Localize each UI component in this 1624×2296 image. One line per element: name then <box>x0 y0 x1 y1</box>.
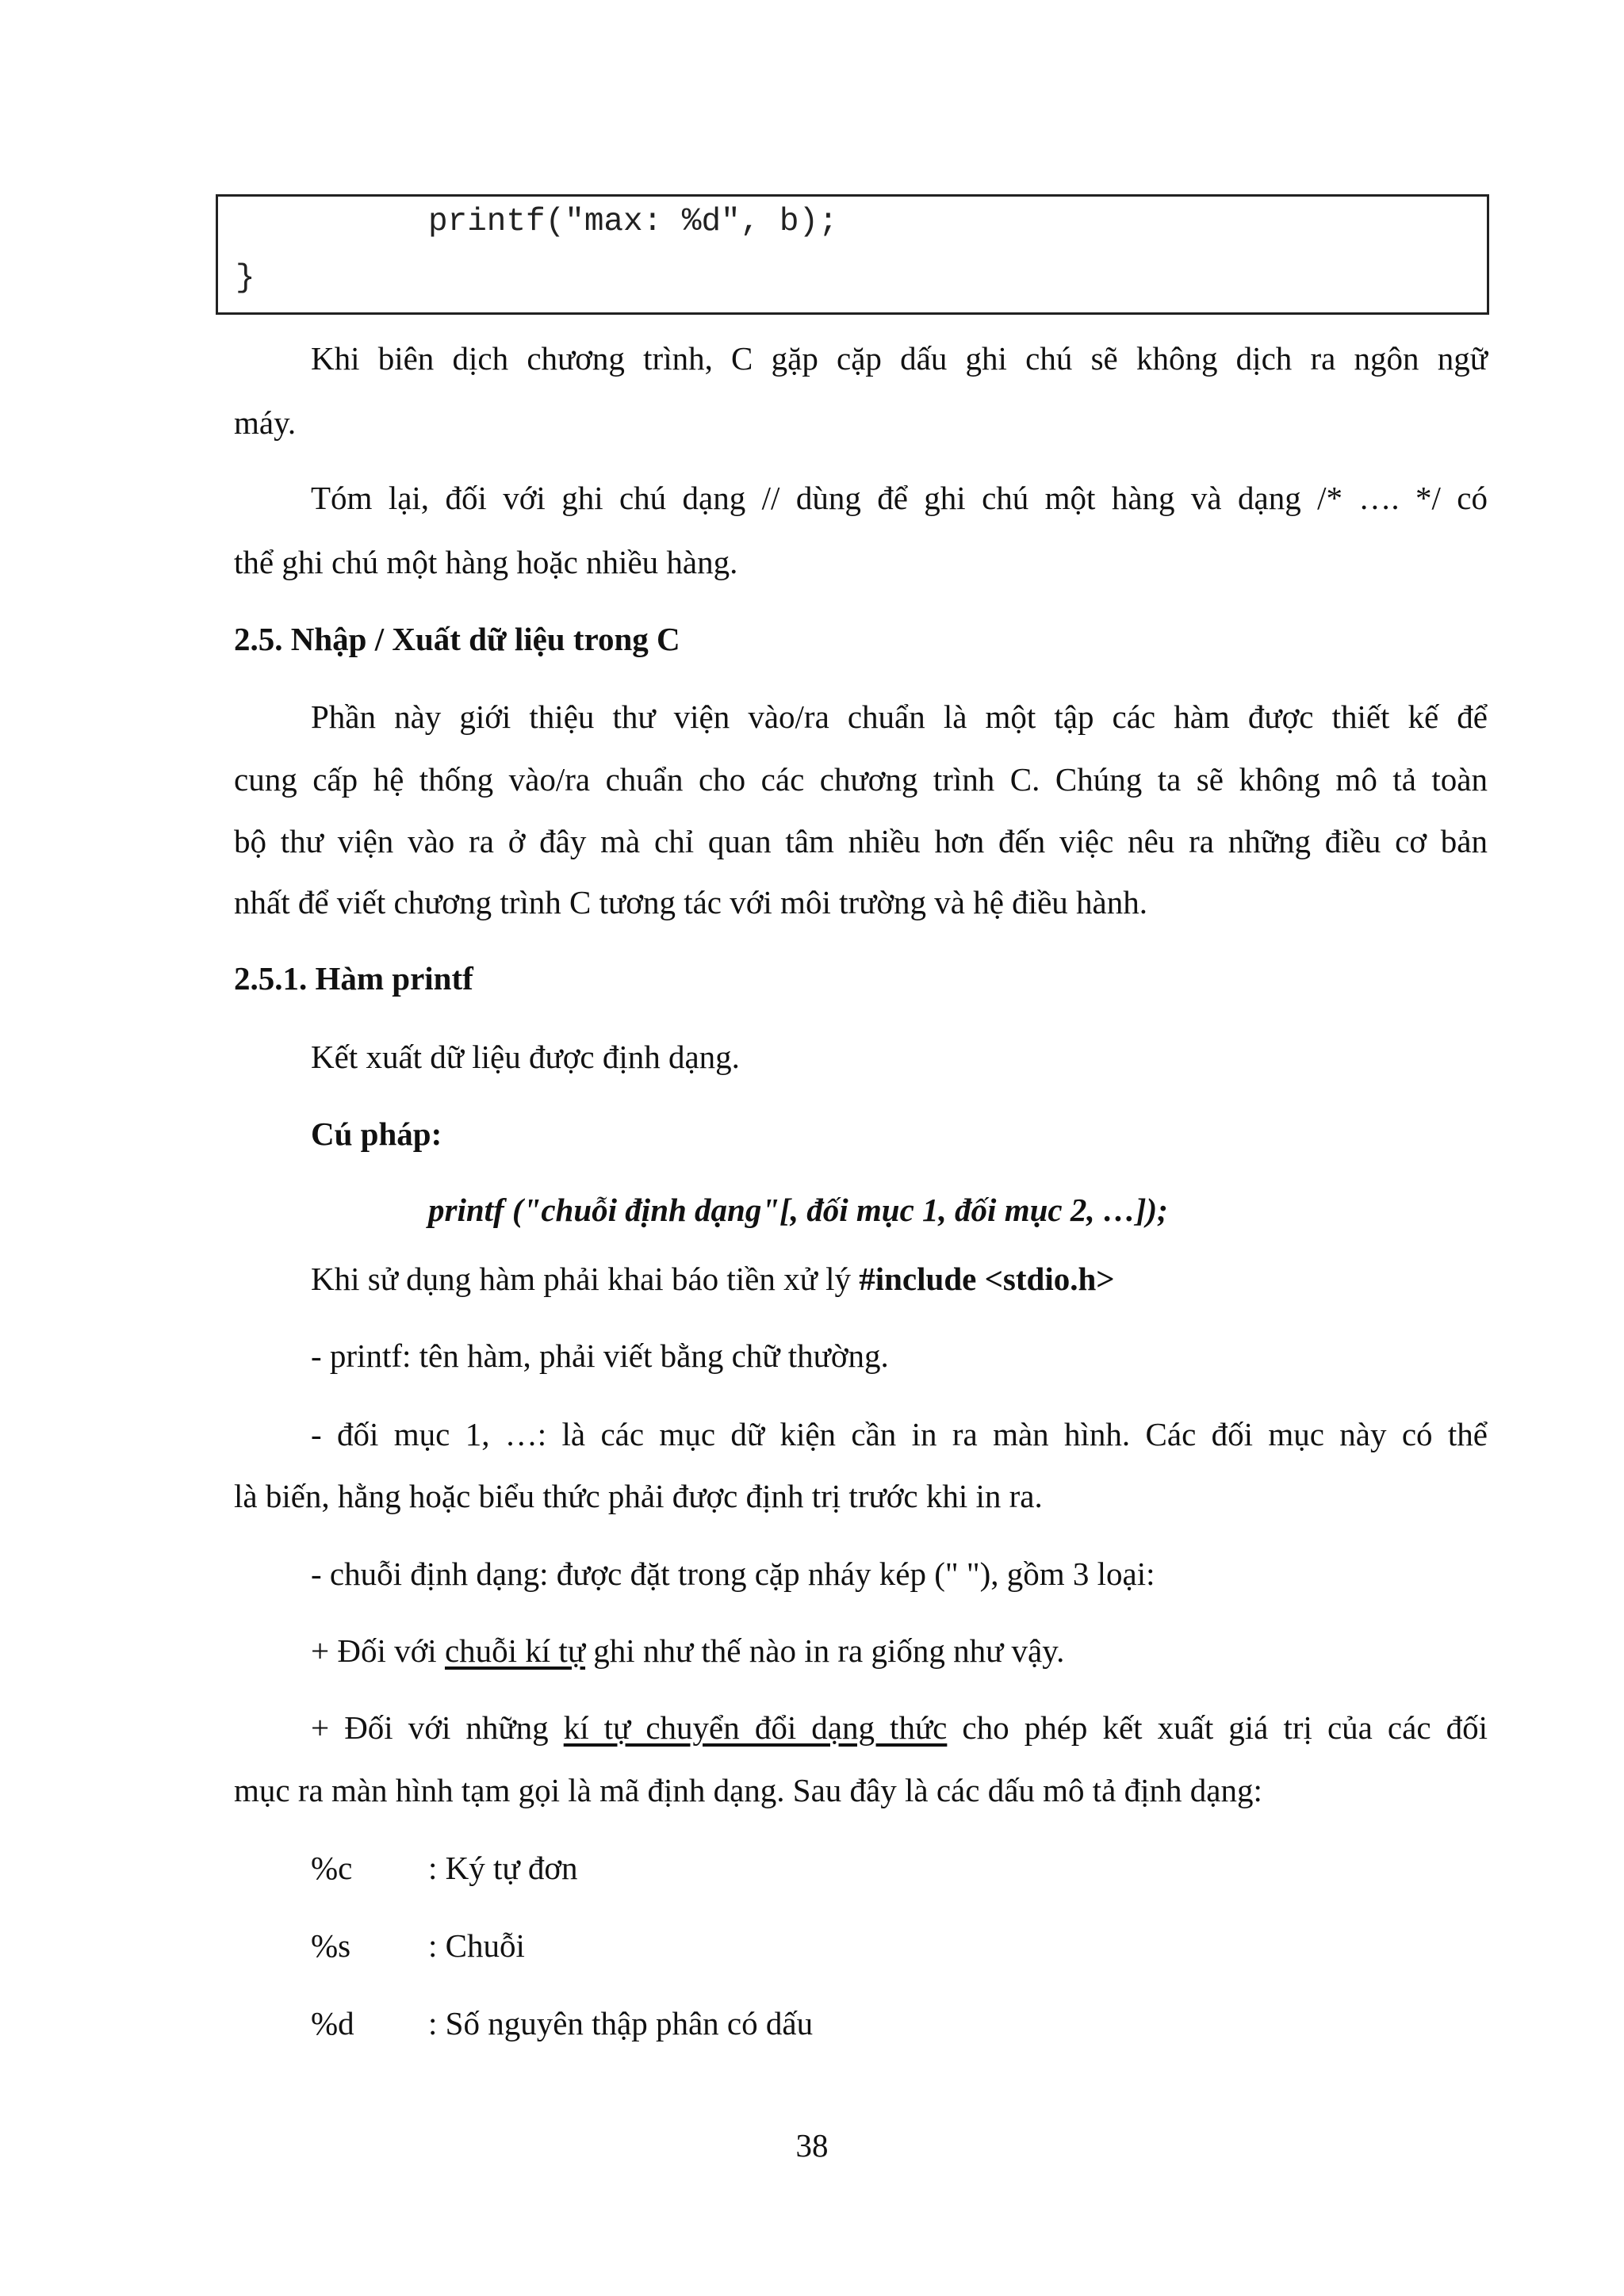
list-item-continuation: mục ra màn hình tạm gọi là mã định dạng. Sau đây là các dấu mô tả định dạng: <box>234 1772 1262 1808</box>
paragraph-line: bộ thư viện vào ra ở đây mà chỉ quan tâm nhiều hơn đến việc nêu ra những điều cơ bản <box>234 823 1488 859</box>
subsection-heading: 2.5.1. Hàm printf <box>234 960 473 997</box>
code-line: } <box>236 260 255 297</box>
paragraph-line: máy. <box>234 404 297 441</box>
list-item-prefix: + Đối với những <box>311 1709 564 1746</box>
page-number: 38 <box>795 2127 829 2164</box>
include-text: Khi sử dụng hàm phải khai báo tiền xử lý <box>311 1261 860 1297</box>
list-item <box>311 1709 1488 1746</box>
include-directive: #include <stdio.h> <box>859 1261 1115 1297</box>
format-specifier-desc: : Chuỗi <box>428 1927 525 1964</box>
list-item <box>311 1632 1065 1669</box>
list-item: - đối mục 1, …: là các mục dữ kiện cần in ra màn hình. Các đối mục này có thể <box>311 1416 1488 1452</box>
include-line <box>311 1263 1115 1295</box>
format-specifier-code: %s <box>311 1927 351 1964</box>
paragraph-line: Khi biên dịch chương trình, C gặp cặp dấu ghi chú sẽ không dịch ra ngôn ngữ <box>311 340 1488 377</box>
code-line: printf("max: %d", b); <box>428 204 838 240</box>
underlined-term: chuỗi kí tự <box>444 1632 586 1669</box>
list-item-suffix: ghi như thế nào in ra giống như vậy. <box>585 1632 1065 1669</box>
syntax-line: printf ("chuỗi định dạng"[, đối mục 1, đối mục 2, …]); <box>428 1192 1168 1228</box>
paragraph-line: thể ghi chú một hàng hoặc nhiều hàng. <box>234 544 738 580</box>
list-item: - chuỗi định dạng: được đặt trong cặp nháy kép (" "), gồm 3 loại: <box>311 1556 1155 1592</box>
format-specifier-code: %c <box>311 1850 353 1886</box>
syntax-label: Cú pháp: <box>311 1115 442 1152</box>
format-specifier-desc: : Ký tự đơn <box>428 1850 578 1886</box>
format-specifier-desc: : Số nguyên thập phân có dấu <box>428 2005 814 2042</box>
section-heading: 2.5. Nhập / Xuất dữ liệu trong C <box>234 621 680 657</box>
paragraph-line: nhất để viết chương trình C tương tác với môi trường và hệ điều hành. <box>234 884 1147 920</box>
list-item-continuation: là biến, hằng hoặc biểu thức phải được định trị trước khi in ra. <box>234 1478 1043 1514</box>
paragraph-line: Kết xuất dữ liệu được định dạng. <box>311 1039 740 1075</box>
paragraph-line: cung cấp hệ thống vào/ra chuẩn cho các chương trình C. Chúng ta sẽ không mô tả toàn <box>234 761 1488 798</box>
format-specifier-code: %d <box>311 2005 354 2042</box>
list-item-suffix: cho phép kết xuất giá trị của các đối <box>947 1709 1488 1746</box>
paragraph-line: Phần này giới thiệu thư viện vào/ra chuẩn là một tập các hàm được thiết kế để <box>311 698 1488 735</box>
underlined-term: kí tự chuyển đổi dạng thức <box>563 1709 948 1746</box>
list-item: - printf: tên hàm, phải viết bằng chữ thường. <box>311 1337 889 1374</box>
list-item-prefix: + Đối với <box>311 1632 445 1669</box>
paragraph-line: Tóm lại, đối với ghi chú dạng // dùng để ghi chú một hàng và dạng /* …. */ có <box>311 480 1488 516</box>
code-block <box>216 194 1489 315</box>
